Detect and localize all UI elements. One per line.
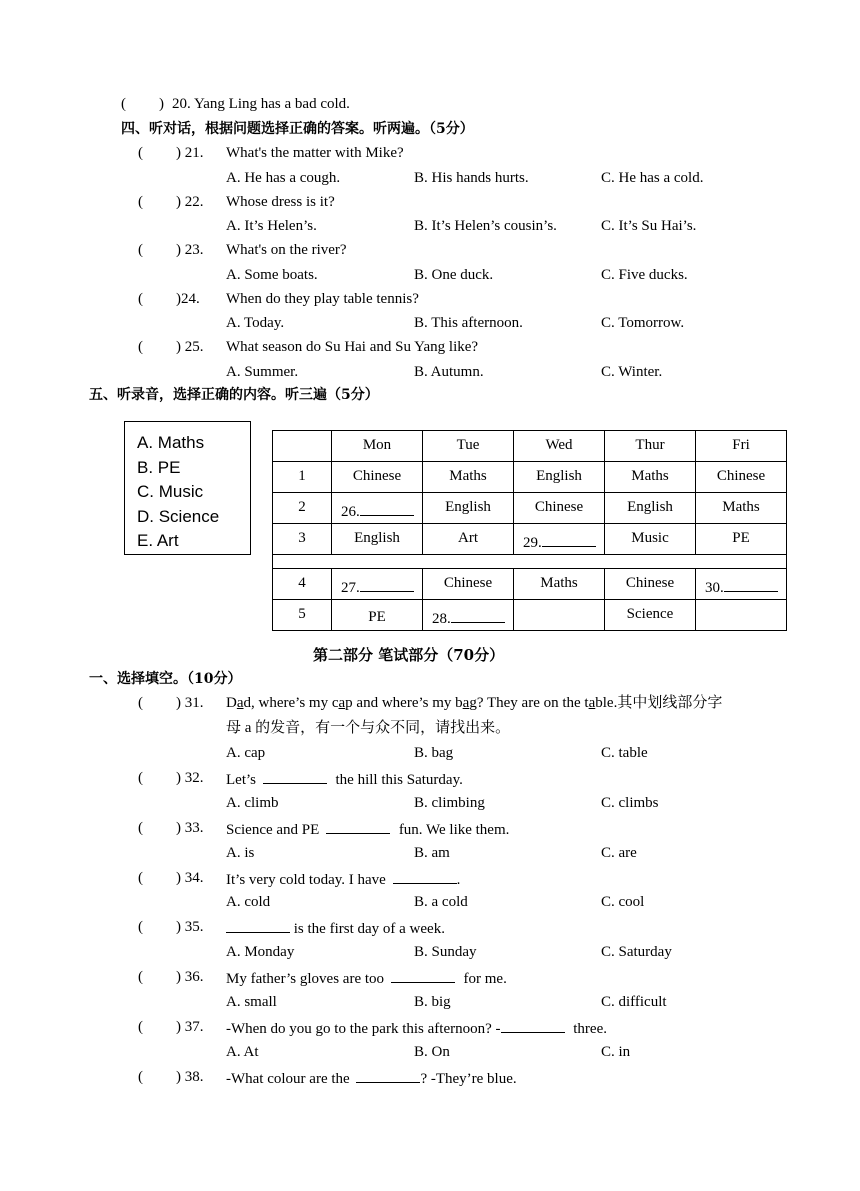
question-number: ) 36. bbox=[176, 969, 204, 985]
period-number: 2 bbox=[273, 493, 332, 524]
day-header: Thur bbox=[605, 431, 696, 462]
option-item: A. Maths bbox=[137, 433, 205, 452]
question-number: ) 34. bbox=[176, 870, 204, 886]
text-segment: is the first day of a week. bbox=[290, 921, 445, 937]
question-number: ) 33. bbox=[176, 820, 204, 836]
text-segment: Let’s bbox=[226, 772, 260, 788]
question-text bbox=[226, 1020, 607, 1037]
question-number: ) 38. bbox=[176, 1069, 204, 1085]
section4-title: 四、听对话，根据问题选择正确的答案。听两遍。（ bbox=[121, 121, 436, 137]
blank-number: 29. bbox=[523, 535, 542, 551]
table-cell: Music bbox=[605, 524, 696, 555]
underlined-letter: a bbox=[462, 695, 470, 711]
section1-heading bbox=[89, 672, 241, 686]
section1-title-end: 分） bbox=[213, 671, 242, 687]
q20-paren-open: ( bbox=[121, 96, 126, 112]
answer-paren[interactable]: ( bbox=[138, 1069, 143, 1085]
answer-paren[interactable]: ( bbox=[138, 242, 143, 258]
table-cell: Maths bbox=[605, 462, 696, 493]
timetable-row bbox=[273, 462, 787, 493]
question-number: ) 22. bbox=[176, 194, 204, 210]
text-segment: d, where’s my c bbox=[243, 695, 339, 711]
question-number: ) 25. bbox=[176, 339, 204, 355]
option-b: B. His hands hurts. bbox=[414, 170, 529, 186]
timetable-row bbox=[273, 600, 787, 631]
answer-blank[interactable] bbox=[360, 578, 414, 592]
question-text bbox=[226, 771, 463, 788]
answer-blank[interactable] bbox=[724, 578, 778, 592]
section5-heading bbox=[89, 388, 379, 402]
section1-score: 10 bbox=[194, 671, 214, 687]
option-a: A. At bbox=[226, 1044, 259, 1060]
question-text bbox=[226, 821, 509, 838]
table-cell: PE bbox=[332, 600, 423, 631]
option-b: B. am bbox=[414, 845, 450, 861]
option-a: A. It’s Helen’s. bbox=[226, 218, 317, 234]
break-divider bbox=[273, 555, 787, 569]
text-segment: It’s very cold today. I have bbox=[226, 872, 390, 888]
blank-cell-26[interactable] bbox=[332, 493, 423, 524]
question-number: )24. bbox=[176, 291, 200, 307]
text-segment: g? They are on the t bbox=[469, 695, 589, 711]
text-segment: ble.其中划线部分字 bbox=[595, 695, 723, 711]
blank-number: 27. bbox=[341, 580, 360, 596]
option-a: A. He has a cough. bbox=[226, 170, 341, 186]
option-a: A. cold bbox=[226, 894, 271, 910]
part2-title: 第二部分 笔试部分（ bbox=[313, 646, 454, 664]
day-header: Mon bbox=[332, 431, 423, 462]
table-cell: Maths bbox=[514, 569, 605, 600]
option-a: A. Some boats. bbox=[226, 267, 318, 283]
question-text-line2: 母 a 的发音，有一个与众不同，请找出来。 bbox=[226, 720, 511, 736]
timetable-header-row bbox=[273, 431, 787, 462]
period-number: 5 bbox=[273, 600, 332, 631]
question-text bbox=[226, 696, 722, 711]
answer-paren[interactable]: ( bbox=[138, 820, 143, 836]
table-cell: English bbox=[332, 524, 423, 555]
question-text: What's the matter with Mike? bbox=[226, 145, 404, 161]
question-number: ) 32. bbox=[176, 770, 204, 786]
table-cell: Art bbox=[423, 524, 514, 555]
question-number: ) 23. bbox=[176, 242, 204, 258]
table-cell: Maths bbox=[423, 462, 514, 493]
question-number: ) 37. bbox=[176, 1019, 204, 1035]
option-c: C. difficult bbox=[601, 994, 667, 1010]
answer-paren[interactable]: ( bbox=[138, 770, 143, 786]
answer-paren[interactable]: ( bbox=[138, 969, 143, 985]
option-c: C. in bbox=[601, 1044, 631, 1060]
blank-cell-27[interactable] bbox=[332, 569, 423, 600]
option-c: C. Tomorrow. bbox=[601, 315, 685, 331]
option-a: A. small bbox=[226, 994, 277, 1010]
blank-number: 30. bbox=[705, 580, 724, 596]
option-a: A. Monday bbox=[226, 944, 295, 960]
table-cell bbox=[514, 600, 605, 631]
option-c: C. Five ducks. bbox=[601, 267, 688, 283]
answer-blank[interactable] bbox=[360, 502, 414, 516]
table-cell: Maths bbox=[696, 493, 787, 524]
question-number: ) 35. bbox=[176, 919, 204, 935]
section5-title: 五、听录音，选择正确的内容。听三遍（ bbox=[89, 387, 341, 403]
text-segment: My father’s gloves are too bbox=[226, 971, 388, 987]
option-a: A. cap bbox=[226, 745, 266, 761]
option-b: B. bag bbox=[414, 745, 454, 761]
table-cell: Chinese bbox=[332, 462, 423, 493]
option-c: C. Saturday bbox=[601, 944, 672, 960]
option-c: C. climbs bbox=[601, 795, 659, 811]
text-segment: Science and PE bbox=[226, 822, 324, 838]
table-cell: Chinese bbox=[605, 569, 696, 600]
option-item: E. Art bbox=[137, 531, 179, 550]
question-text: Whose dress is it? bbox=[226, 194, 335, 210]
q20-paren-close: ) bbox=[159, 96, 164, 112]
option-item: D. Science bbox=[137, 506, 220, 526]
answer-blank[interactable] bbox=[393, 871, 457, 884]
option-item: C. Music bbox=[137, 482, 204, 501]
answer-paren[interactable]: ( bbox=[138, 1019, 143, 1035]
text-segment: for me. bbox=[459, 971, 507, 987]
option-c: C. It’s Su Hai’s. bbox=[601, 218, 697, 234]
answer-paren[interactable]: ( bbox=[138, 291, 143, 307]
option-a: A. Summer. bbox=[226, 364, 299, 380]
table-cell: English bbox=[514, 462, 605, 493]
text-segment: fun. We like them. bbox=[395, 822, 510, 838]
table-cell: Chinese bbox=[423, 569, 514, 600]
text-segment: -What colour are the bbox=[226, 1071, 354, 1087]
timetable bbox=[272, 430, 787, 631]
option-b: B. climbing bbox=[414, 795, 485, 811]
part2-title-end: 分） bbox=[474, 646, 505, 664]
period-number: 4 bbox=[273, 569, 332, 600]
option-b: B. It’s Helen’s cousin’s. bbox=[414, 218, 557, 234]
section4-title-end: 分） bbox=[445, 121, 474, 137]
table-cell bbox=[696, 600, 787, 631]
answer-blank[interactable] bbox=[263, 771, 327, 784]
table-cell: Chinese bbox=[696, 462, 787, 493]
section5-score: 5 bbox=[341, 387, 351, 403]
text-segment: -When do you go to the park this afternoon? - bbox=[226, 1021, 501, 1037]
part2-score: 70 bbox=[453, 646, 475, 664]
answer-paren[interactable]: ( bbox=[138, 145, 143, 161]
option-b: B. On bbox=[414, 1044, 450, 1060]
section1-title: 一、选择填空。（ bbox=[89, 671, 194, 687]
option-c: C. cool bbox=[601, 894, 645, 910]
timetable-row bbox=[273, 524, 787, 555]
underlined-letter: a bbox=[338, 695, 346, 711]
answer-paren[interactable]: ( bbox=[138, 919, 143, 935]
table-cell: English bbox=[423, 493, 514, 524]
option-b: B. This afternoon. bbox=[414, 315, 523, 331]
answer-blank[interactable] bbox=[326, 821, 390, 834]
text-segment: ? -They’re blue. bbox=[420, 1071, 517, 1087]
blank-cell-29[interactable] bbox=[514, 524, 605, 555]
period-number: 3 bbox=[273, 524, 332, 555]
blank-cell-30[interactable] bbox=[696, 569, 787, 600]
section4-heading bbox=[121, 122, 474, 136]
table-cell: Science bbox=[605, 600, 696, 631]
table-cell: Chinese bbox=[514, 493, 605, 524]
question-number: ) 31. bbox=[176, 695, 204, 711]
answer-paren[interactable]: ( bbox=[138, 695, 143, 711]
option-b: B. a cold bbox=[414, 894, 468, 910]
q20-text: 20. Yang Ling has a bad cold. bbox=[172, 96, 350, 112]
part2-heading bbox=[313, 648, 504, 663]
answer-paren[interactable]: ( bbox=[138, 339, 143, 355]
option-c: C. are bbox=[601, 845, 637, 861]
option-c: C. He has a cold. bbox=[601, 170, 704, 186]
option-b: B. Sunday bbox=[414, 944, 477, 960]
option-c: C. table bbox=[601, 745, 648, 761]
blank-number: 26. bbox=[341, 504, 360, 520]
question-text: What season do Su Hai and Su Yang like? bbox=[226, 339, 479, 355]
table-cell: English bbox=[605, 493, 696, 524]
question-text bbox=[226, 1070, 517, 1087]
section4-score: 5 bbox=[436, 121, 446, 137]
option-a: A. climb bbox=[226, 795, 279, 811]
option-b: B. big bbox=[414, 994, 451, 1010]
day-header: Tue bbox=[423, 431, 514, 462]
text-segment: p and where’s my b bbox=[345, 695, 463, 711]
answer-blank[interactable] bbox=[501, 1020, 565, 1033]
underlined-letter: a bbox=[588, 695, 596, 711]
question-text bbox=[226, 871, 460, 888]
blank-number: 28. bbox=[432, 611, 451, 627]
answer-blank[interactable] bbox=[391, 970, 455, 983]
answer-paren[interactable]: ( bbox=[138, 870, 143, 886]
timetable-row bbox=[273, 493, 787, 524]
answer-blank[interactable] bbox=[356, 1070, 420, 1083]
option-b: B. One duck. bbox=[414, 267, 494, 283]
answer-blank[interactable] bbox=[226, 920, 290, 933]
text-segment: . bbox=[456, 872, 461, 888]
question-number: ) 21. bbox=[176, 145, 204, 161]
question-text: When do they play table tennis? bbox=[226, 291, 419, 307]
blank-cell-28[interactable] bbox=[423, 600, 514, 631]
period-number: 1 bbox=[273, 462, 332, 493]
option-b: B. Autumn. bbox=[414, 364, 484, 380]
lunch-break-row bbox=[273, 555, 787, 569]
day-header: Wed bbox=[514, 431, 605, 462]
question-text bbox=[226, 970, 507, 987]
option-item: B. PE bbox=[137, 457, 181, 477]
option-c: C. Winter. bbox=[601, 364, 663, 380]
question-text: What's on the river? bbox=[226, 242, 347, 258]
day-header: Fri bbox=[696, 431, 787, 462]
text-segment: three. bbox=[569, 1021, 607, 1037]
text-segment: the hill this Saturday. bbox=[331, 772, 463, 788]
timetable-corner-cell bbox=[273, 431, 332, 462]
underlined-letter: a bbox=[236, 695, 244, 711]
section5-title-end: 分） bbox=[350, 387, 379, 403]
timetable-row bbox=[273, 569, 787, 600]
answer-blank[interactable] bbox=[542, 533, 596, 547]
option-a: A. Today. bbox=[226, 315, 285, 331]
answer-paren[interactable]: ( bbox=[138, 194, 143, 210]
text-segment: D bbox=[226, 695, 237, 711]
question-text bbox=[226, 920, 445, 937]
table-cell: PE bbox=[696, 524, 787, 555]
answer-blank[interactable] bbox=[451, 609, 505, 623]
subject-options-box bbox=[124, 421, 251, 555]
option-a: A. is bbox=[226, 845, 255, 861]
